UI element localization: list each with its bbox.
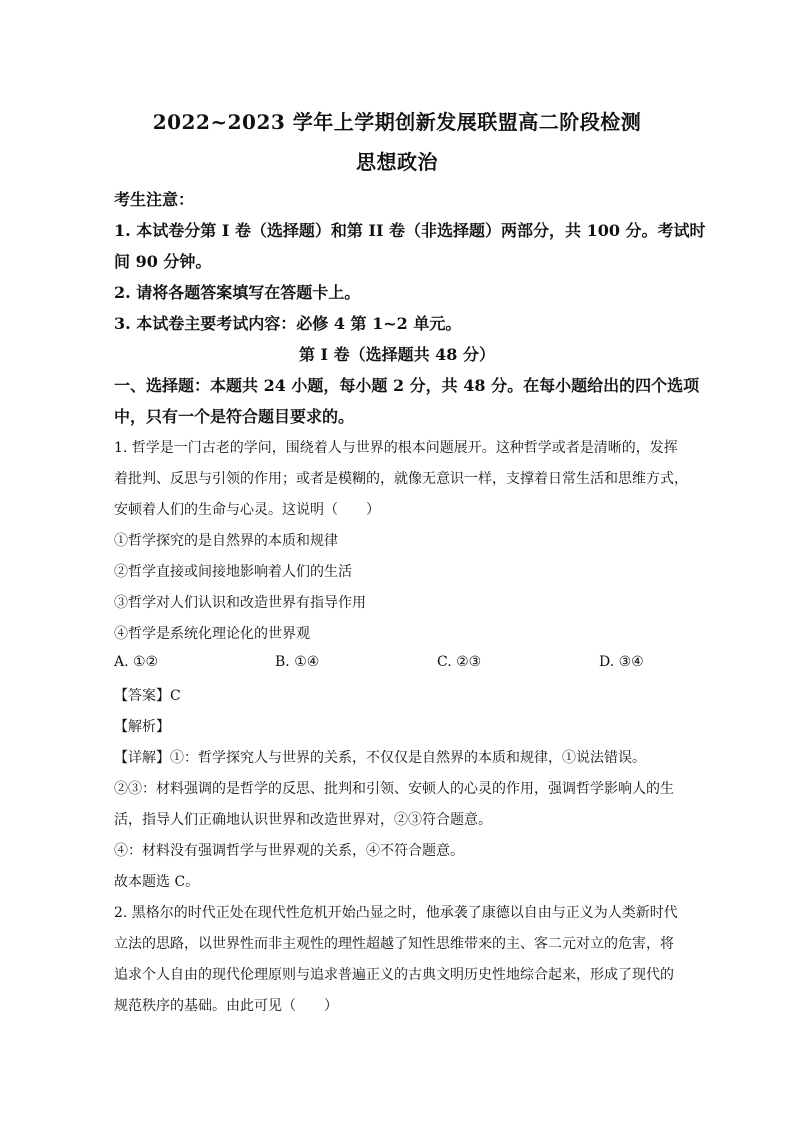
notice-heading: 考生注意： xyxy=(114,190,195,209)
notice-item: 3. 本试卷主要考试内容：必修 4 第 1~2 单元。 xyxy=(114,314,462,333)
question-stem: 着批判、反思与引领的作用；或者是模糊的，就像无意识一样，支撑着日常生活和思维方式， xyxy=(114,471,688,487)
statement: ②哲学直接或间接地影响着人们的生活 xyxy=(114,564,352,580)
explanation-line: 活，指导人们正确地认识世界和改造世界对，②③符合题意。 xyxy=(114,812,492,828)
option-a: A. ①② xyxy=(114,654,159,670)
analysis-label: 【解析】 xyxy=(114,719,170,735)
explanation-line: 故本题选 C。 xyxy=(114,874,200,890)
section-title: 第 I 卷（选择题共 48 分） xyxy=(298,345,496,364)
notice-item: 间 90 分钟。 xyxy=(114,252,212,271)
question-stem: 立法的思路，以世界性而非主观性的理性超越了知性思维带来的主、客二元对立的危害，将 xyxy=(114,936,674,952)
statement: ④哲学是系统化理论化的世界观 xyxy=(114,626,310,642)
exam-title: 2022~2023 学年上学期创新发展联盟高二阶段检测 xyxy=(152,110,642,134)
statement: ③哲学对人们认识和改造世界有指导作用 xyxy=(114,595,366,611)
answer: 【答案】C xyxy=(114,688,181,704)
question-stem: 规范秩序的基础。由此可见（ ） xyxy=(114,998,338,1014)
exam-subject: 思想政治 xyxy=(356,150,438,174)
statement: ①哲学探究的是自然界的本质和规律 xyxy=(114,533,338,549)
option-b: B. ①④ xyxy=(275,654,320,670)
explanation-line: ②③：材料强调的是哲学的反思、批判和引领、安顿人的心灵的作用，强调哲学影响人的生 xyxy=(114,781,674,797)
option-d: D. ③④ xyxy=(599,654,644,670)
section-instruction: 中，只有一个是符合题目要求的。 xyxy=(114,407,355,426)
question-stem: 1. 哲学是一门古老的学问，围绕着人与世界的根本问题展开。这种哲学或者是清晰的，发挥 xyxy=(114,440,678,456)
notice-item: 1. 本试卷分第 I 卷（选择题）和第 II 卷（非选择题）两部分，共 100 分。考试时 xyxy=(114,221,706,240)
explanation-line: ④：材料没有强调哲学与世界观的关系，④不符合题意。 xyxy=(114,843,464,859)
option-c: C. ②③ xyxy=(437,654,482,670)
explanation-line: 【详解】①：哲学探究人与世界的关系，不仅仅是自然界的本质和规律，①说法错误。 xyxy=(114,750,646,766)
question-stem: 追求个人自由的现代伦理原则与追求普遍正义的古典文明历史性地综合起来，形成了现代的 xyxy=(114,967,674,983)
question-stem: 安顿着人们的生命与心灵。这说明（ ） xyxy=(114,502,380,518)
question-stem: 2. 黑格尔的时代正处在现代性危机开始凸显之时，他承袭了康德以自由与正义为人类新时代 xyxy=(114,905,678,921)
notice-item: 2. 请将各题答案填写在答题卡上。 xyxy=(114,283,361,302)
section-instruction: 一、选择题：本题共 24 小题，每小题 2 分，共 48 分。在每小题给出的四个选项 xyxy=(114,376,700,395)
